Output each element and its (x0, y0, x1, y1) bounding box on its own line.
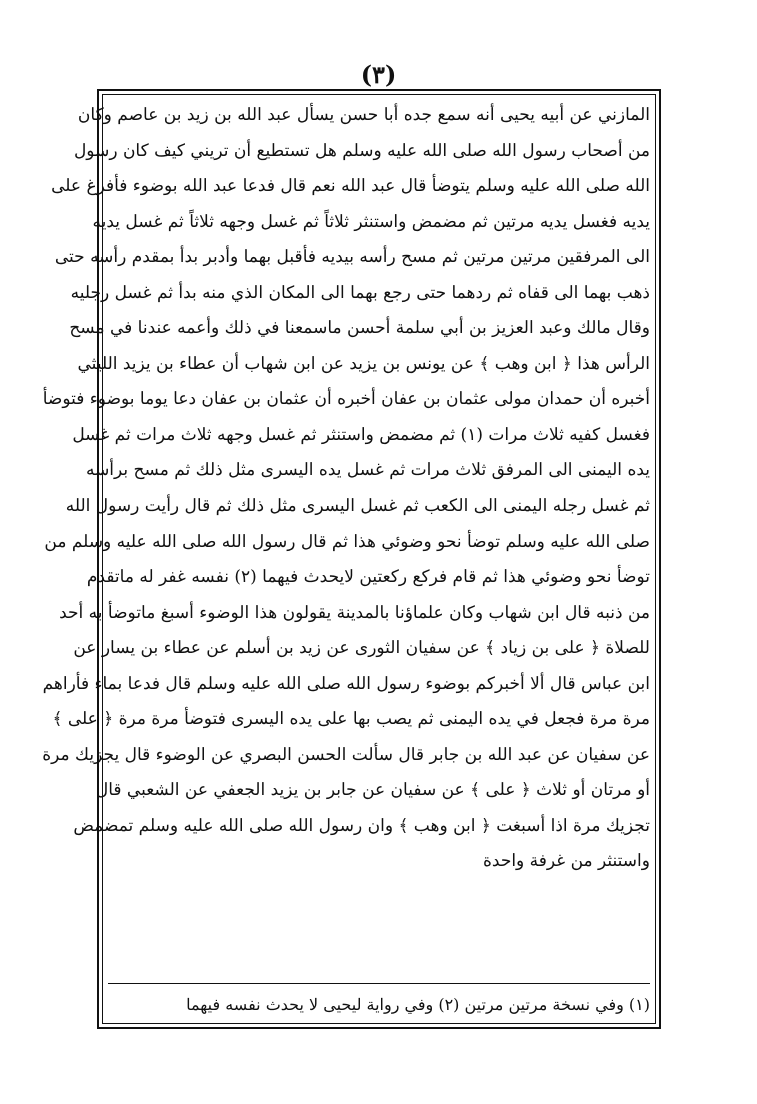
text-line: الرأس هذا ﴿ ابن وهب ﴾ عن يونس بن يزيد عن ابن شهاب أن عطاء بن يزيد الليثي (77, 353, 650, 374)
text-line: ابن عباس قال ألا أخبركم بوضوء رسول الله صلى الله عليه وسلم قال فدعا بماء فأراهم (42, 673, 650, 694)
footnotes: (١) وفي نسخة مرتين مرتين (٢) وفي رواية ليحيى لا يحدث نفسه فيهما (186, 995, 650, 1014)
page-number: (٣) (360, 60, 397, 89)
text-line: يديه فغسل يديه مرتين ثم مضمض واستنثر ثلاثاً ثم غسل وجهه ثلاثاً ثم غسل يديه (92, 211, 650, 232)
text-line: يده اليمنى الى المرفق ثلاث مرات ثم غسل يده اليسرى مثل ذلك ثم مسح برأسه (85, 460, 650, 481)
text-line: ذهب بهما الى قفاه ثم ردهما حتى رجع بهما الى المكان الذي منه بدأ ثم غسل رجليه (70, 282, 650, 303)
text-line: تجزيك مرة اذا أسبغت ﴿ ابن وهب ﴾ وان رسول الله صلى الله عليه وسلم تمضمض (73, 815, 650, 836)
text-line: من أصحاب رسول الله صلى الله عليه وسلم هل تستطيع أن تريني كيف كان رسول (73, 140, 650, 161)
text-line: الى المرفقين مرتين مرتين ثم مسح رأسه بيديه فأقبل بهما وأدبر بدأ بمقدم رأسه حتى (54, 247, 650, 268)
text-line: الله صلى الله عليه وسلم يتوضأ قال عبد الله نعم قال فدعا عبد الله بوضوء فأفرغ على (51, 176, 650, 197)
text-line: عن سفيان عن عبد الله بن جابر قال سألت الحسن البصري عن الوضوء قال يجزيك مرة (42, 744, 650, 765)
text-line: أو مرتان أو ثلاث ﴿ على ﴾ عن سفيان عن جابر بن يزيد الجعفي عن الشعبي قال (95, 780, 650, 801)
text-line: المازني عن أبيه يحيى أنه سمع جده أبا حسن يسأل عبد الله بن زيد بن عاصم وكان (77, 105, 650, 125)
text-line: صلى الله عليه وسلم توضأ نحو وضوئي هذا ثم قال رسول الله صلى الله عليه وسلم من (44, 531, 650, 552)
text-line: وقال مالك وعبد العزيز بن أبي سلمة أحسن ماسمعنا في ذلك وأعمه عندنا في مسح (69, 318, 650, 339)
text-line: توضأ نحو وضوئي هذا ثم قام فركع ركعتين لايحدث فيهما (٢) نفسه غفر له ماتقدم (86, 567, 650, 588)
text-line: من ذنبه قال ابن شهاب وكان علماؤنا بالمدينة يقولون هذا الوضوء أسبغ ماتوضأ به أحد (59, 602, 650, 623)
text-line: أخبره أن حمدان مولى عثمان بن عفان أخبره أن عثمان بن عفان دعا يوما بوضوء فتوضأ (42, 389, 650, 410)
text-line: للصلاة ﴿ على بن زياد ﴾ عن سفيان الثورى عن زيد بن أسلم عن عطاء بن يسار عن (73, 638, 650, 659)
footnote-divider (108, 983, 650, 984)
text-line: واستنثر من غرفة واحدة (483, 851, 650, 872)
text-line: فغسل كفيه ثلاث مرات (١) ثم مضمض واستنثر ثم غسل وجهه ثلاث مرات ثم غسل (72, 424, 650, 445)
main-text-block (42, 98, 650, 880)
text-line: مرة مرة فجعل في يده اليمنى ثم يصب بها على يده اليسرى فتوضأ مرة مرة ﴿ على ﴾ (52, 709, 650, 730)
text-line: ثم غسل رجله اليمنى الى الكعب ثم غسل اليسرى مثل ذلك ثم قال رأيت رسول الله (65, 496, 650, 517)
